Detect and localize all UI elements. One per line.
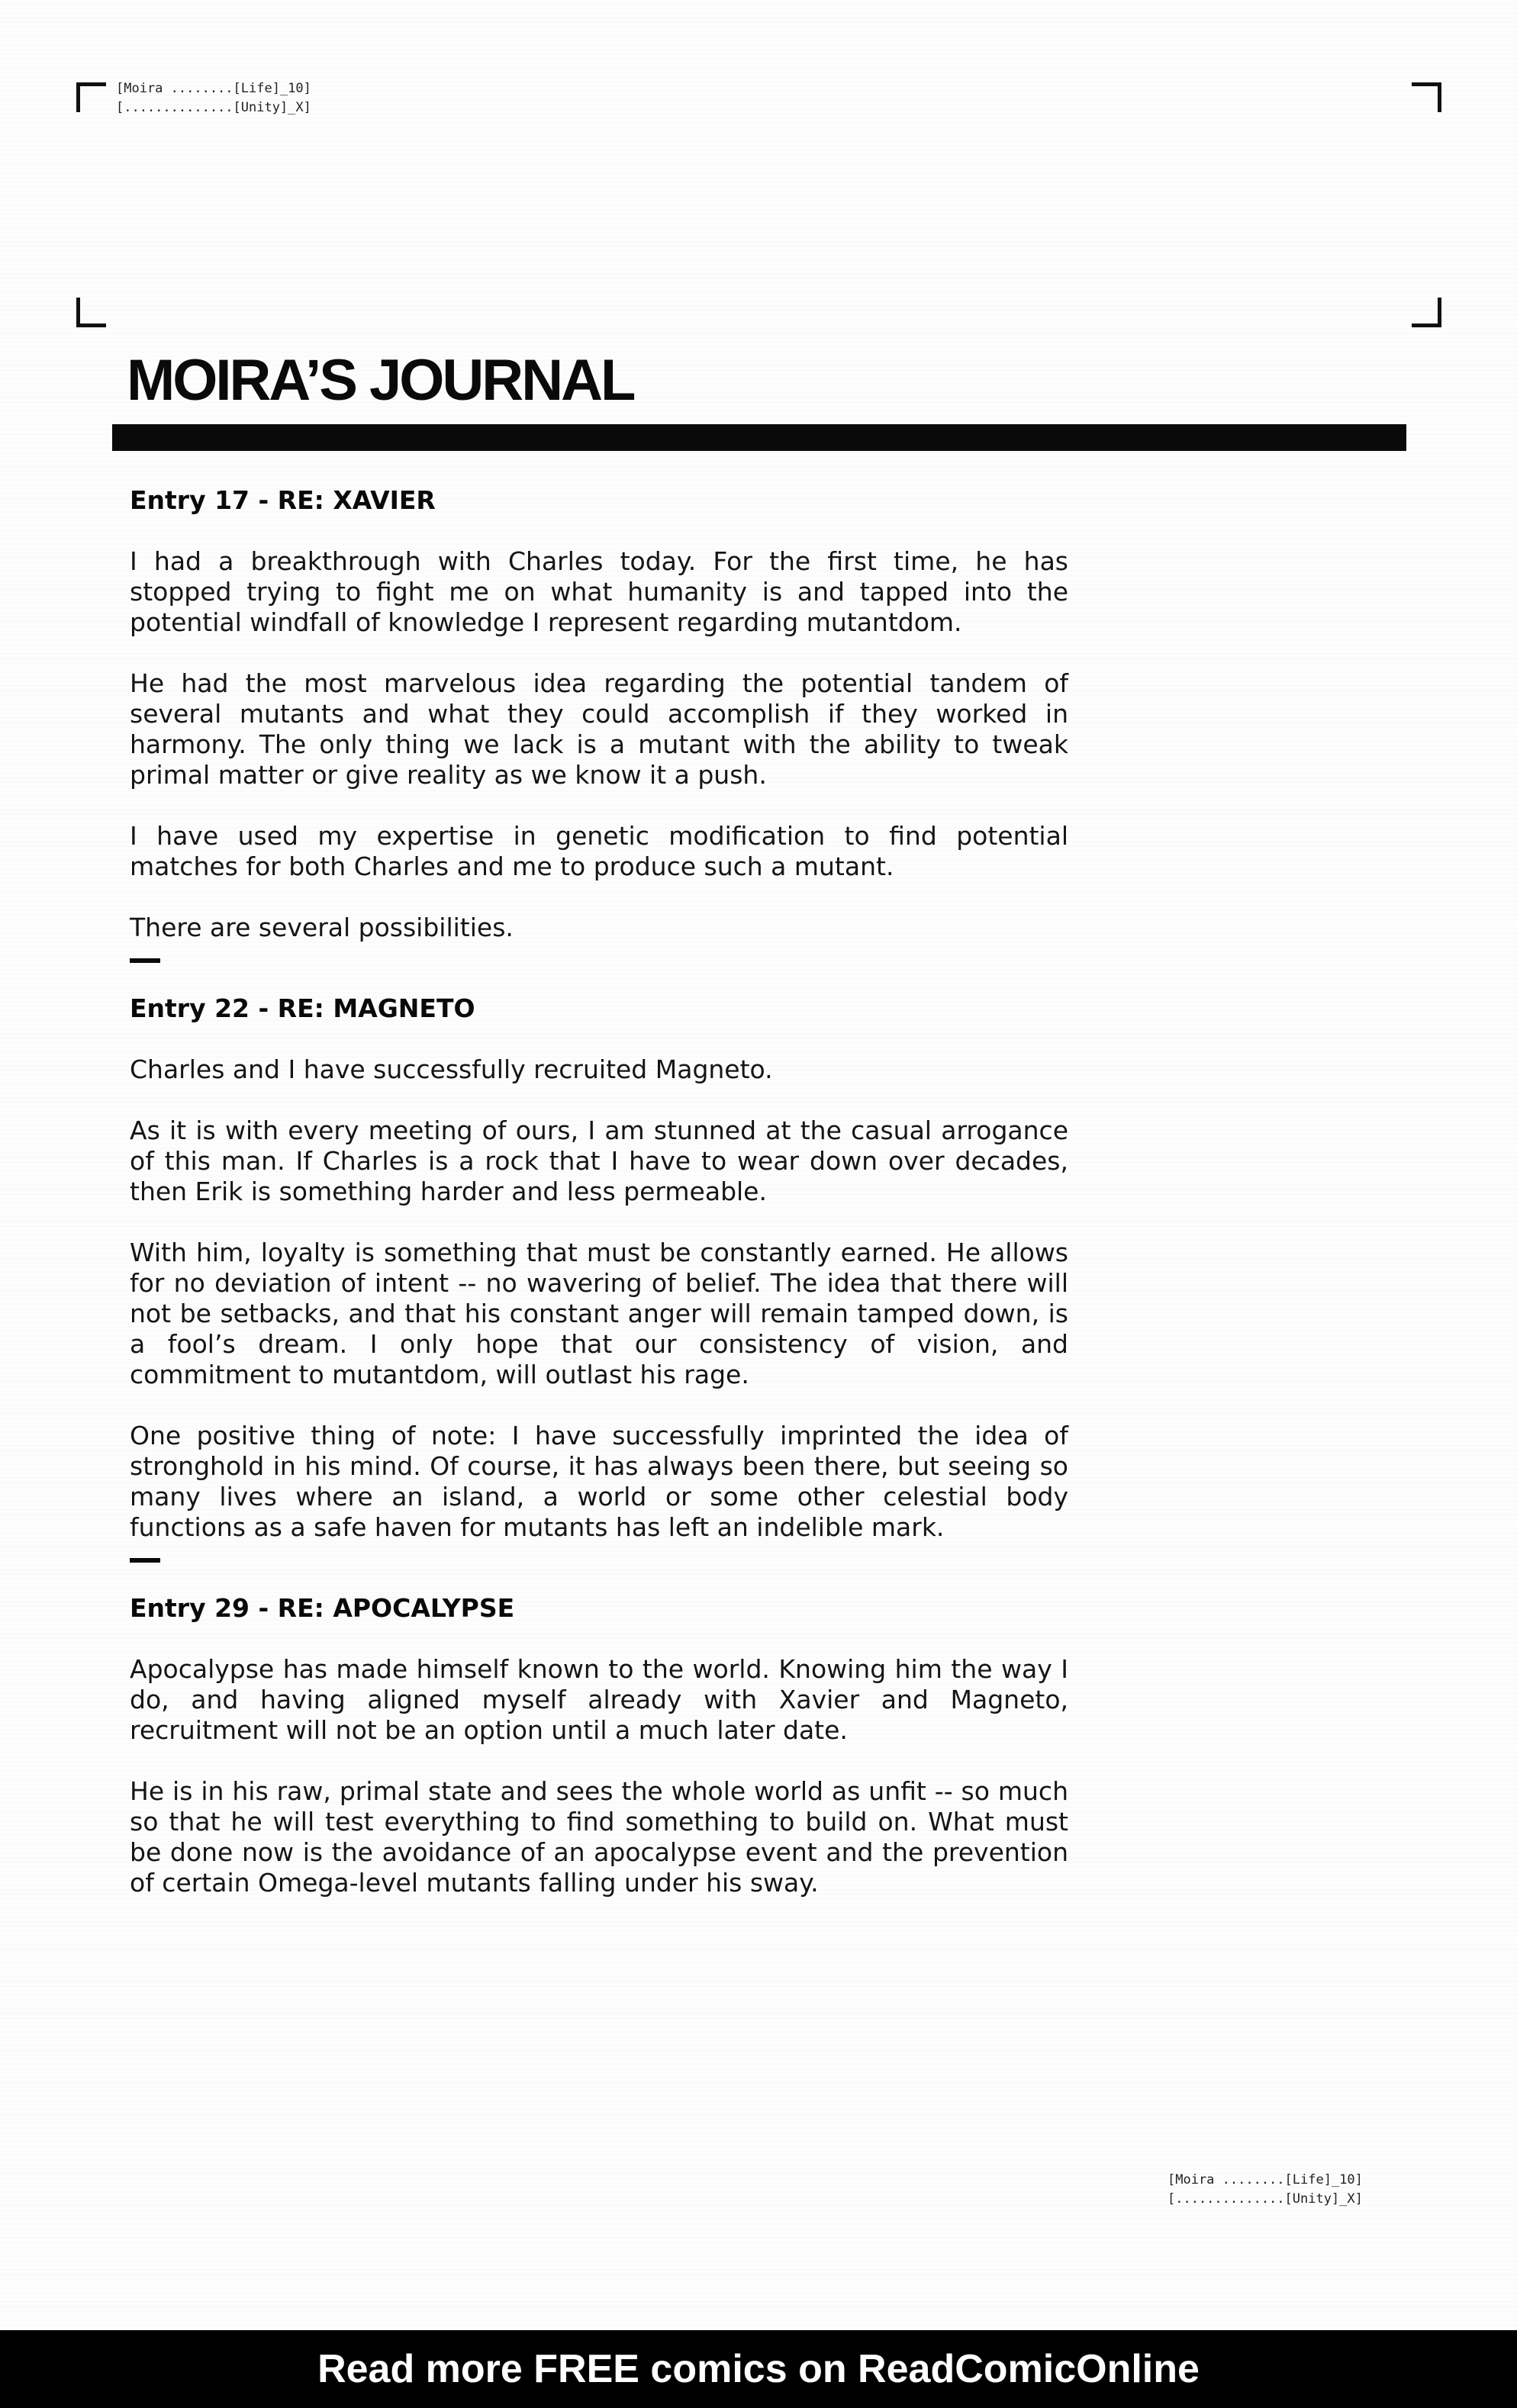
entry-paragraph: I have used my expertise in genetic modification to find potential matches for both Charles and me to produce such a mutant. (130, 821, 1068, 881)
entry-paragraph: As it is with every meeting of ours, I am stunned at the casual arrogance of this man. If Charles is a rock that I have to wear down over decades, then Erik is something harder and less permeable. (130, 1115, 1068, 1206)
footer-code-tag (1168, 2171, 1363, 2209)
entry-paragraph: He had the most marvelous idea regarding the potential tandem of several mutants and what they could accomplish if they worked in harmony. The only thing we lack is a mutant with the ability to tweak primal matter or give reality as we know it a push. (130, 668, 1068, 790)
journal-entry-29 (130, 1593, 1068, 1898)
page-title: MOIRA’S JOURNAL (127, 348, 634, 413)
journal-entry-22 (130, 993, 1068, 1563)
footer-code-line-2: [..............[Unity]_X] (1168, 2191, 1363, 2207)
footer-code-line-1: [Moira ........[Life]_10] (1168, 2172, 1363, 2187)
header-code-line-1: [Moira ........[Life]_10] (116, 81, 311, 96)
header-code-tag (116, 79, 311, 118)
frame-corner-top-right (1412, 82, 1441, 112)
entry-paragraph: There are several possibilities. (130, 913, 514, 942)
entry-paragraph: I had a breakthrough with Charles today. For the first time, he has stopped trying to fight me on what humanity is and tapped into the potential windfall of knowledge I represent regarding mutantdom. (130, 546, 1068, 637)
promo-banner-link[interactable]: Read more FREE comics on ReadComicOnline (317, 2347, 1200, 2391)
journal-entry-17 (130, 485, 1068, 963)
frame-corner-bottom-right (1412, 298, 1441, 327)
entry-paragraph: He is in his raw, primal state and sees the whole world as unfit -- so much so that he will test everything to find something to build on. What must be done now is the avoidance of an apocalypse event and the prevention of certain Omega-level mutants falling under his sway. (130, 1776, 1068, 1898)
entry-paragraph: With him, loyalty is something that must be constantly earned. He allows for no deviation of intent -- no wavering of belief. The idea that there will not be setbacks, and that his constant anger will remain tamped down, is a fool’s dream. I only hope that our consistency of vision, and commitment to mutantdom, will outlast his rage. (130, 1238, 1068, 1389)
journal-entries (130, 485, 1068, 1929)
entry-heading: Entry 29 - RE: APOCALYPSE (130, 1593, 515, 1623)
entry-paragraph: Apocalypse has made himself known to the world. Knowing him the way I do, and having aligned myself already with Xavier and Magneto, recruitment will not be an option until a much later date. (130, 1654, 1068, 1745)
entry-divider-dash (130, 958, 160, 963)
entry-divider-dash (130, 1558, 160, 1563)
title-underline-bar (112, 424, 1406, 451)
entry-heading: Entry 22 - RE: MAGNETO (130, 993, 475, 1023)
entry-paragraph: Charles and I have successfully recruited Magneto. (130, 1054, 773, 1084)
header-code-line-2: [..............[Unity]_X] (116, 100, 311, 115)
frame-corner-bottom-left (76, 298, 106, 327)
entry-heading: Entry 17 - RE: XAVIER (130, 485, 436, 515)
promo-banner[interactable] (0, 2330, 1517, 2408)
entry-paragraph: One positive thing of note: I have successfully imprinted the idea of stronghold in his mind. Of course, it has always been there, but seeing so many lives where an island, a world or some other celestial body functions as a safe haven for mutants has left an indelible mark. (130, 1421, 1068, 1542)
frame-corner-top-left (76, 82, 106, 112)
